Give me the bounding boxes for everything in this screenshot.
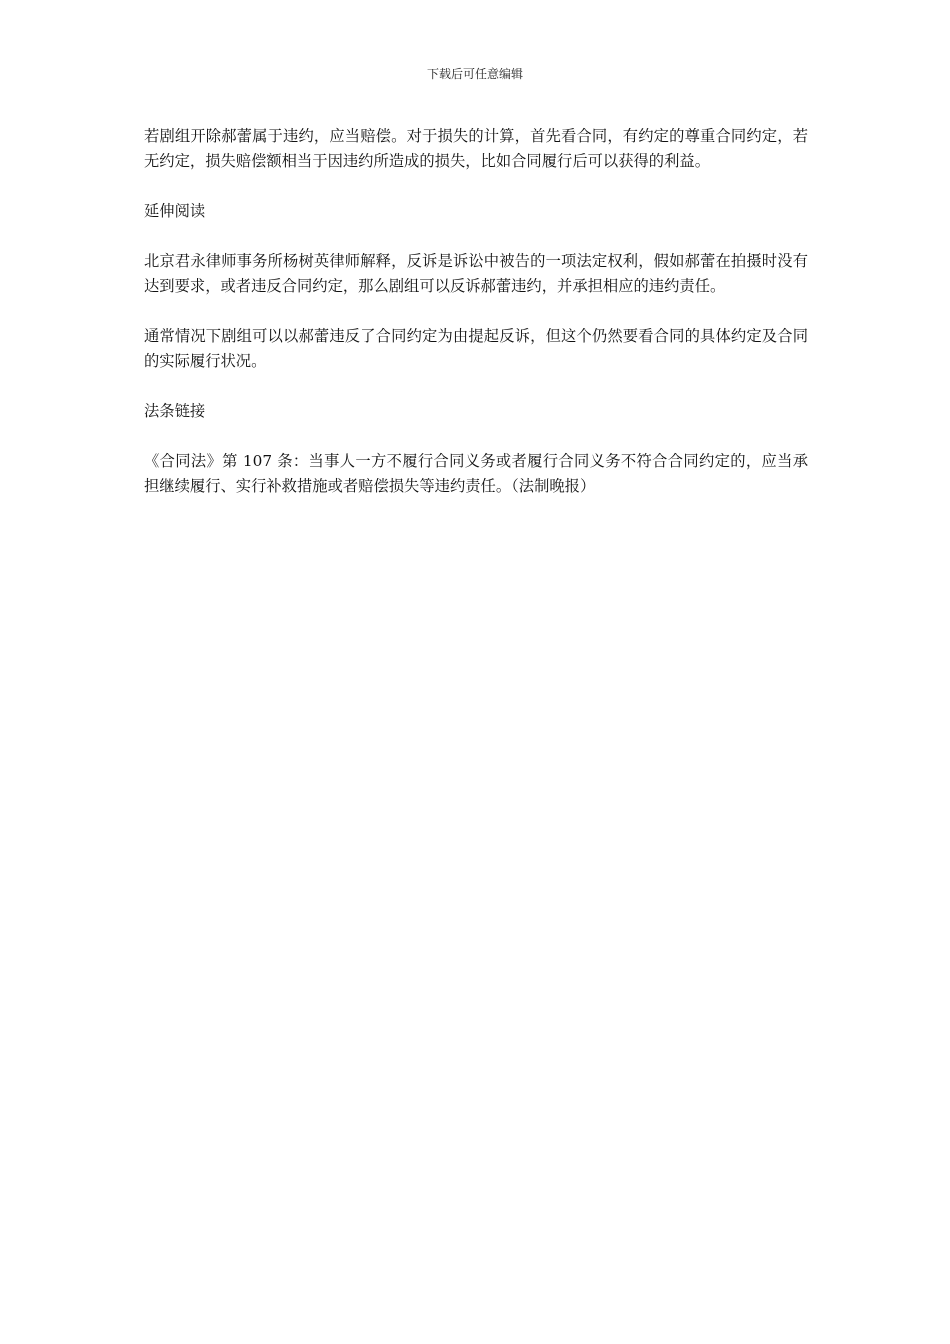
paragraph-breach-compensation: 若剧组开除郝蕾属于违约，应当赔偿。对于损失的计算，首先看合同，有约定的尊重合同约定，若无约定，损失赔偿额相当于因违约所造成的损失，比如合同履行后可以获得的利益。 — [144, 127, 808, 170]
document-body — [144, 124, 808, 524]
section-heading-extended-reading: 延伸阅读 — [144, 202, 206, 220]
paragraph-lawyer-explanation: 北京君永律师事务所杨树英律师解释，反诉是诉讼中被告的一项法定权利，假如郝蕾在拍摄时没有达到要求，或者违反合同约定，那么剧组可以反诉郝蕾违约，并承担相应的违约责任。 — [144, 252, 808, 295]
section-heading-law-link: 法条链接 — [144, 402, 206, 420]
page-header: 下载后可任意编辑 — [426, 67, 523, 81]
paragraph-counterclaim: 通常情况下剧组可以以郝蕾违反了合同约定为由提起反诉，但这个仍然要看合同的具体约定及合同的实际履行状况。 — [144, 327, 808, 370]
paragraph-contract-law-article: 《合同法》第 107 条：当事人一方不履行合同义务或者履行合同义务不符合合同约定的，应当承担继续履行、实行补救措施或者赔偿损失等违约责任。（法制晚报） — [144, 452, 808, 495]
